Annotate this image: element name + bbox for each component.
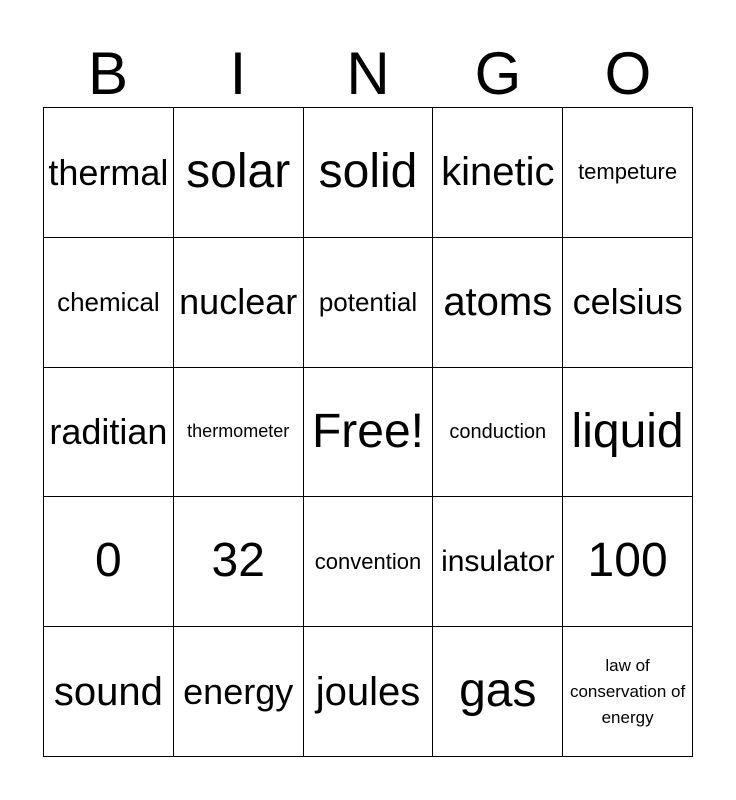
bingo-cell[interactable]: sound bbox=[44, 627, 174, 757]
header-letter-b: B bbox=[87, 40, 129, 107]
bingo-cell[interactable]: solar bbox=[174, 108, 304, 238]
bingo-cell[interactable]: 32 bbox=[174, 497, 304, 627]
bingo-cell[interactable]: nuclear bbox=[174, 238, 304, 368]
bingo-cell[interactable]: tempeture bbox=[563, 108, 693, 238]
bingo-cell[interactable]: thermal bbox=[44, 108, 174, 238]
bingo-cell[interactable]: gas bbox=[433, 627, 563, 757]
bingo-cell[interactable]: celsius bbox=[563, 238, 693, 368]
bingo-cell[interactable]: energy bbox=[174, 627, 304, 757]
bingo-cell[interactable]: atoms bbox=[433, 238, 563, 368]
header-letter-i: I bbox=[229, 40, 247, 107]
bingo-cell[interactable]: liquid bbox=[563, 368, 693, 498]
bingo-cell[interactable]: potential bbox=[304, 238, 434, 368]
bingo-cell[interactable]: solid bbox=[304, 108, 434, 238]
bingo-card bbox=[43, 107, 693, 757]
bingo-cell[interactable]: conduction bbox=[433, 368, 563, 498]
bingo-cell[interactable]: thermometer bbox=[174, 368, 304, 498]
free-space-cell[interactable]: Free! bbox=[304, 368, 434, 498]
bingo-header bbox=[43, 40, 693, 108]
bingo-cell[interactable]: joules bbox=[304, 627, 434, 757]
header-letter-g: G bbox=[474, 40, 522, 107]
bingo-cell[interactable]: 0 bbox=[44, 497, 174, 627]
bingo-cell[interactable]: convention bbox=[304, 497, 434, 627]
bingo-cell[interactable]: raditian bbox=[44, 368, 174, 498]
bingo-cell[interactable]: insulator bbox=[433, 497, 563, 627]
bingo-cell[interactable]: kinetic bbox=[433, 108, 563, 238]
bingo-cell[interactable]: law of conservation of energy bbox=[563, 627, 693, 757]
bingo-cell[interactable]: chemical bbox=[44, 238, 174, 368]
header-letter-n: N bbox=[346, 40, 390, 107]
header-letter-o: O bbox=[604, 40, 652, 107]
bingo-cell[interactable]: 100 bbox=[563, 497, 693, 627]
